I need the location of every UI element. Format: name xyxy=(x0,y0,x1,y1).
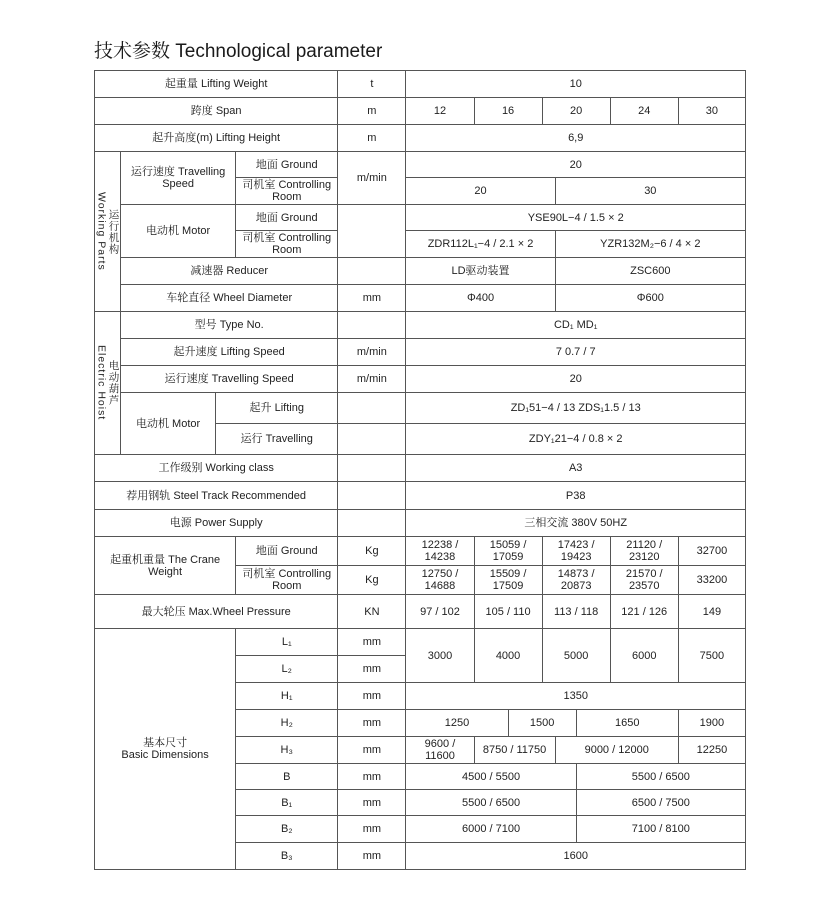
value-cell: 15509 / 17509 xyxy=(474,566,542,595)
value-cell: 24 xyxy=(610,98,678,125)
unit-cell: mm xyxy=(338,816,406,843)
unit-cell xyxy=(338,482,406,510)
value-cell: 105 / 110 xyxy=(474,595,542,629)
unit-cell xyxy=(338,455,406,482)
unit-cell: mm xyxy=(338,710,406,737)
value-cell: 1600 xyxy=(406,843,746,870)
power-supply-label: 电源 Power Supply xyxy=(95,510,338,537)
travelling-speed-label: 运行速度 Travelling Speed xyxy=(121,152,236,205)
dimension-label: B₁ xyxy=(236,790,338,816)
ground-label: 地面 Ground xyxy=(236,205,338,231)
value-cell: 5500 / 6500 xyxy=(406,790,576,816)
row-label-lifting-height: 起升高度(m) Lifting Height xyxy=(95,125,338,152)
unit-cell: mm xyxy=(338,629,406,656)
value-cell: YSE90L−4 / 1.5 × 2 xyxy=(406,205,746,231)
page-title: 技术参数 Technological parameter xyxy=(94,41,383,62)
value-cell: 7500 xyxy=(678,629,745,683)
dimension-label: L₁ xyxy=(236,629,338,656)
unit-cell: mm xyxy=(338,737,406,764)
value-cell: 6000 / 7100 xyxy=(406,816,576,843)
value-cell: 12238 / 14238 xyxy=(406,537,474,566)
controlling-room-label: 司机室 Controlling Room xyxy=(236,566,338,595)
working-class-label: 工作级别 Working class xyxy=(95,455,338,482)
value-cell: 14873 / 20873 xyxy=(542,566,610,595)
value-cell: YZR132M₂−6 / 4 × 2 xyxy=(555,231,745,258)
value-cell: 6,9 xyxy=(406,125,746,152)
value-cell: ZDR112L₁−4 / 2.1 × 2 xyxy=(406,231,555,258)
value-cell: 15059 / 17059 xyxy=(474,537,542,566)
crane-weight-label: 起重机重量 The Crane Weight xyxy=(95,537,236,595)
value-cell: 16 xyxy=(474,98,542,125)
value-cell: 9600 / 11600 xyxy=(406,737,474,764)
unit-cell xyxy=(338,205,406,258)
dimension-label: L₂ xyxy=(236,656,338,683)
dimension-label: H₁ xyxy=(236,683,338,710)
unit-cell: m/min xyxy=(338,152,406,205)
table-row xyxy=(95,71,746,98)
value-cell: 32700 xyxy=(678,537,745,566)
type-no-label: 型号 Type No. xyxy=(121,312,338,339)
value-cell: 21570 / 23570 xyxy=(610,566,678,595)
unit-cell: KN xyxy=(338,595,406,629)
wheel-diameter-label: 车轮直径 Wheel Diameter xyxy=(121,285,338,312)
value-cell: 20 xyxy=(406,178,555,205)
wheel-pressure-label: 最大轮压 Max.Wheel Pressure xyxy=(95,595,338,629)
value-cell: 3000 xyxy=(406,629,474,683)
table-row xyxy=(95,98,746,125)
value-cell: 30 xyxy=(678,98,745,125)
value-cell: 12 xyxy=(406,98,474,125)
motor-label: 电动机 Motor xyxy=(121,205,236,258)
steel-track-label: 荐用钢轨 Steel Track Recommended xyxy=(95,482,338,510)
ground-label: 地面 Ground xyxy=(236,152,338,178)
table-row xyxy=(95,595,746,629)
unit-cell xyxy=(338,258,406,285)
table-row xyxy=(95,312,746,339)
lifting-speed-label: 起升速度 Lifting Speed xyxy=(121,339,338,366)
value-cell: 97 / 102 xyxy=(406,595,474,629)
unit-cell xyxy=(338,424,406,455)
value-cell: 1900 xyxy=(678,710,745,737)
row-label-lifting-weight: 起重量 Lifting Weight xyxy=(95,71,338,98)
hoist-motor-label: 电动机 Motor xyxy=(121,393,216,455)
unit-cell xyxy=(338,393,406,424)
working-parts-side-label: 运行机构 Working Parts xyxy=(95,152,121,312)
unit-cell xyxy=(338,510,406,537)
value-cell: 33200 xyxy=(678,566,745,595)
value-cell: 6500 / 7500 xyxy=(576,790,745,816)
value-cell: 1250 xyxy=(406,710,508,737)
unit-cell: Kg xyxy=(338,537,406,566)
table-row xyxy=(95,455,746,482)
value-cell: 7100 / 8100 xyxy=(576,816,745,843)
unit-cell: m xyxy=(338,98,406,125)
value-cell: 6000 xyxy=(610,629,678,683)
value-cell: 20 xyxy=(542,98,610,125)
table-row xyxy=(95,510,746,537)
value-cell: CD₁ MD₁ xyxy=(406,312,746,339)
value-cell: A3 xyxy=(406,455,746,482)
table-row xyxy=(95,205,746,231)
controlling-room-label: 司机室 Controlling Room xyxy=(236,178,338,205)
value-cell: ZSC600 xyxy=(555,258,745,285)
unit-cell: mm xyxy=(338,790,406,816)
unit-cell: mm xyxy=(338,843,406,870)
dimension-label: H₂ xyxy=(236,710,338,737)
table-row xyxy=(95,366,746,393)
value-cell: 8750 / 11750 xyxy=(474,737,555,764)
value-cell: 4000 xyxy=(474,629,542,683)
dimension-label: B₃ xyxy=(236,843,338,870)
value-cell: 4500 / 5500 xyxy=(406,764,576,790)
unit-cell: mm xyxy=(338,656,406,683)
table-row xyxy=(95,285,746,312)
value-cell: 1650 xyxy=(576,710,678,737)
unit-cell: m xyxy=(338,125,406,152)
value-cell: 1500 xyxy=(508,710,576,737)
value-cell: 5000 xyxy=(542,629,610,683)
value-cell: 1350 xyxy=(406,683,746,710)
travelling-label: 运行 Travelling xyxy=(216,424,338,455)
value-cell: ZD₁51−4 / 13 ZDS₁1.5 / 13 xyxy=(406,393,746,424)
table-row xyxy=(95,482,746,510)
row-label-span: 跨度 Span xyxy=(95,98,338,125)
reducer-label: 减速器 Reducer xyxy=(121,258,338,285)
electric-hoist-side-label: 电动葫芦 Electric Hoist xyxy=(95,312,121,455)
unit-cell: m/min xyxy=(338,366,406,393)
ground-label: 地面 Ground xyxy=(236,537,338,566)
value-cell: 12250 xyxy=(678,737,745,764)
table-row xyxy=(95,629,746,656)
value-cell: 三相交流 380V 50HZ xyxy=(406,510,746,537)
unit-cell: mm xyxy=(338,764,406,790)
value-cell: 20 xyxy=(406,366,746,393)
unit-cell: mm xyxy=(338,683,406,710)
value-cell: 121 / 126 xyxy=(610,595,678,629)
value-cell: 9000 / 12000 xyxy=(555,737,678,764)
basic-dimensions-label: 基本尺寸 Basic Dimensions xyxy=(95,629,236,870)
value-cell: 21120 / 23120 xyxy=(610,537,678,566)
value-cell: 149 xyxy=(678,595,745,629)
value-cell: 5500 / 6500 xyxy=(576,764,745,790)
value-cell: ZDY₁21−4 / 0.8 × 2 xyxy=(406,424,746,455)
unit-cell xyxy=(338,312,406,339)
dimension-label: B xyxy=(236,764,338,790)
value-cell: 113 / 118 xyxy=(542,595,610,629)
unit-cell: t xyxy=(338,71,406,98)
travelling-speed-label: 运行速度 Travelling Speed xyxy=(121,366,338,393)
value-cell: P38 xyxy=(406,482,746,510)
dimension-label: H₃ xyxy=(236,737,338,764)
dimension-label: B₂ xyxy=(236,816,338,843)
value-cell: 10 xyxy=(406,71,746,98)
unit-cell: mm xyxy=(338,285,406,312)
value-cell: Φ600 xyxy=(555,285,745,312)
parameter-table xyxy=(94,70,746,870)
value-cell: LD驱动装置 xyxy=(406,258,555,285)
table-row xyxy=(95,125,746,152)
table-row xyxy=(95,152,746,178)
table-row xyxy=(95,339,746,366)
value-cell: 30 xyxy=(555,178,745,205)
table-row xyxy=(95,393,746,424)
value-cell: 17423 / 19423 xyxy=(542,537,610,566)
value-cell: 7 0.7 / 7 xyxy=(406,339,746,366)
lifting-label: 起升 Lifting xyxy=(216,393,338,424)
unit-cell: m/min xyxy=(338,339,406,366)
table-row xyxy=(95,258,746,285)
value-cell: 12750 / 14688 xyxy=(406,566,474,595)
controlling-room-label: 司机室 Controlling Room xyxy=(236,231,338,258)
table-row xyxy=(95,537,746,566)
value-cell: 20 xyxy=(406,152,746,178)
unit-cell: Kg xyxy=(338,566,406,595)
value-cell: Φ400 xyxy=(406,285,555,312)
